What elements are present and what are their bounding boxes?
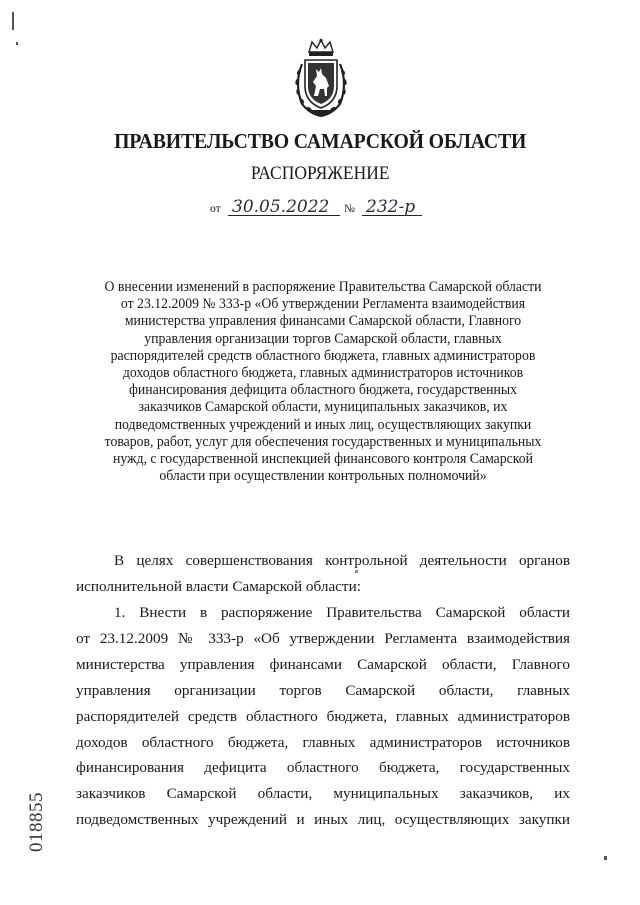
body-line: распорядителей средств областного бюджета, главных администраторов: [76, 707, 570, 725]
body-line: В целях совершенствования контрольной деятельности органов: [114, 552, 570, 569]
body-line: заказчиков Самарской области, муниципальных заказчиков, их: [76, 785, 570, 803]
subject-line: распорядителей средств областного бюджета, главных администраторов: [110, 347, 536, 364]
body-line: подведомственных учреждений и иных лиц, осуществляющих закупки: [76, 811, 570, 829]
subject-line: министерства управления финансами Самарской области, Главного: [124, 313, 522, 330]
government-title: ПРАВИТЕЛЬСТВО САМАРСКОЙ ОБЛАСТИ: [114, 129, 527, 153]
number-label: №: [344, 203, 355, 215]
side-serial-number: 018855: [26, 792, 47, 852]
body-line: финансирования дефицита областного бюджета, государственных: [76, 759, 570, 777]
subject-line: доходов областного бюджета, главных администраторов источников: [122, 365, 524, 382]
body-line: исполнительной власти Самарской области:: [76, 577, 361, 595]
scan-mark: [355, 570, 358, 573]
body-line: 1. Внести в распоряжение Правительства Самарской области: [114, 604, 570, 621]
subject-line: нужд, с государственной инспекцией финансового контроля Самарской: [112, 451, 534, 468]
subject-line: заказчиков Самарской области, муниципальных заказчиков, их: [138, 399, 508, 416]
preamble-paragraph: [76, 548, 570, 600]
scan-mark: [12, 12, 14, 30]
subject-line: финансирования дефицита областного бюджета, государственных: [129, 382, 517, 399]
subject-line: подведомственных учреждений и иных лиц, осуществляющих закупки: [114, 416, 532, 433]
subject-line: О внесении изменений в распоряжение Правительства Самарской области: [104, 279, 542, 295]
scan-mark: [604, 856, 607, 860]
body-line: управления организации торгов Самарской области, главных: [76, 681, 570, 699]
scan-mark: [16, 42, 18, 45]
subject-line: управления организации торгов Самарской области, главных: [144, 330, 502, 347]
document-type: РАСПОРЯЖЕНИЕ: [250, 163, 390, 184]
body-line: доходов областного бюджета, главных администраторов источников: [76, 733, 570, 751]
document-subject: [78, 279, 569, 485]
subject-line: области при осуществлении контрольных полномочий»: [159, 468, 487, 485]
subject-line: от 23.12.2009 № 333-р «Об утверждении Регламента взаимодействия: [120, 296, 526, 313]
samara-coat-of-arms-icon: [290, 38, 352, 120]
subject-line: товаров, работ, услуг для обеспечения государственных и муниципальных: [104, 433, 542, 450]
handwritten-date: 30.05.2022: [232, 197, 330, 217]
date-label: от: [210, 203, 221, 215]
item-1-paragraph: [76, 600, 570, 833]
handwritten-number: 232-р: [366, 197, 416, 217]
body-line: от 23.12.2009 № 333-р «Об утверждении Регламента взаимодействия: [76, 629, 570, 647]
body-line: министерства управления финансами Самарской области, Главного: [76, 655, 570, 673]
